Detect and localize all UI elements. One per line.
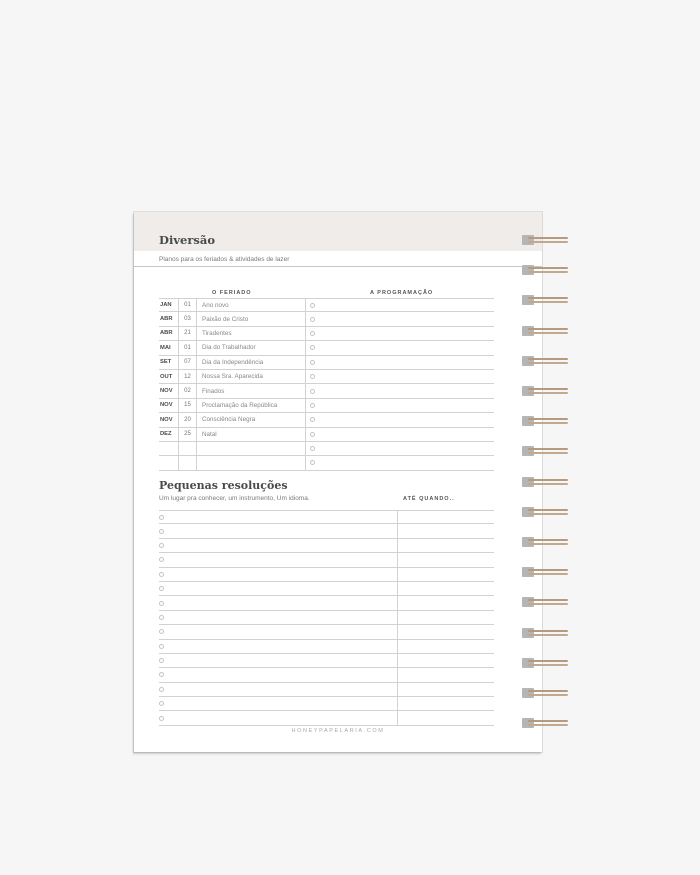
coil-wire xyxy=(528,392,568,394)
coil-wire xyxy=(528,630,568,632)
resolution-row xyxy=(159,640,494,654)
resolution-cell[interactable] xyxy=(159,582,398,595)
checkbox-circle-icon[interactable] xyxy=(310,446,315,451)
holiday-name xyxy=(197,456,306,469)
resolutions-title: Pequenas resoluções xyxy=(159,479,288,492)
checkbox-circle-icon[interactable] xyxy=(310,360,315,365)
planner-page xyxy=(134,212,542,752)
coil-wire xyxy=(528,267,568,269)
holiday-month: NOV xyxy=(160,388,173,395)
coil-wire xyxy=(528,271,568,273)
holiday-row xyxy=(159,312,494,326)
holiday-month: JAN xyxy=(160,302,172,309)
resolution-row xyxy=(159,553,494,567)
resolution-cell[interactable] xyxy=(159,697,398,710)
coil-wire xyxy=(528,694,568,696)
until-when-column-header: ATÉ QUANDO.. xyxy=(403,496,455,502)
resolution-cell[interactable] xyxy=(159,553,398,566)
until-when-cell[interactable] xyxy=(398,582,494,595)
holiday-day: 02 xyxy=(178,384,197,397)
resolution-cell[interactable] xyxy=(159,683,398,696)
checkbox-circle-icon[interactable] xyxy=(310,403,315,408)
until-when-cell[interactable] xyxy=(398,654,494,667)
checkbox-circle-icon[interactable] xyxy=(159,658,164,663)
coil-wire xyxy=(528,452,568,454)
coil-wire xyxy=(528,301,568,303)
resolution-row xyxy=(159,697,494,711)
coil-wire xyxy=(528,479,568,481)
holiday-row xyxy=(159,370,494,384)
checkbox-circle-icon[interactable] xyxy=(159,687,164,692)
checkbox-circle-icon[interactable] xyxy=(310,345,315,350)
spiral-coil xyxy=(522,566,570,578)
holiday-day: 01 xyxy=(178,341,197,354)
holiday-name xyxy=(197,442,306,455)
resolution-cell[interactable] xyxy=(159,568,398,581)
coil-wire xyxy=(528,634,568,636)
coil-wire xyxy=(528,358,568,360)
resolution-row xyxy=(159,568,494,582)
resolution-cell[interactable] xyxy=(159,611,398,624)
checkbox-circle-icon[interactable] xyxy=(310,331,315,336)
resolution-cell[interactable] xyxy=(159,596,398,609)
resolutions-subtitle: Um lugar pra conhecer, um instrumento, Um idioma. xyxy=(159,495,310,502)
checkbox-circle-icon[interactable] xyxy=(159,543,164,548)
holiday-row xyxy=(159,327,494,341)
holiday-row xyxy=(159,399,494,413)
holiday-day: 20 xyxy=(178,413,197,426)
holiday-day: 03 xyxy=(178,312,197,325)
holiday-name: Nossa Sra. Aparecida xyxy=(197,370,306,383)
spiral-coil xyxy=(522,385,570,397)
until-when-cell[interactable] xyxy=(398,697,494,710)
resolution-cell[interactable] xyxy=(159,711,398,724)
until-when-cell[interactable] xyxy=(398,596,494,609)
page-title: Diversão xyxy=(159,233,215,247)
holiday-month: NOV xyxy=(160,416,173,423)
resolution-cell[interactable] xyxy=(159,524,398,537)
checkbox-circle-icon[interactable] xyxy=(159,557,164,562)
holiday-name: Dia do Trabalhador xyxy=(197,341,306,354)
holiday-month: OUT xyxy=(160,373,173,380)
resolution-cell[interactable] xyxy=(159,625,398,638)
spiral-coil xyxy=(522,687,570,699)
until-when-cell[interactable] xyxy=(398,568,494,581)
programming-cell[interactable] xyxy=(306,327,494,340)
holiday-month: MAI xyxy=(160,344,171,351)
coil-wire xyxy=(528,664,568,666)
holiday-month: SET xyxy=(160,359,172,366)
checkbox-circle-icon[interactable] xyxy=(159,572,164,577)
checkbox-circle-icon[interactable] xyxy=(310,417,315,422)
spiral-coil xyxy=(522,355,570,367)
checkbox-circle-icon[interactable] xyxy=(159,644,164,649)
holiday-table xyxy=(159,298,494,471)
resolution-row xyxy=(159,683,494,697)
resolution-cell[interactable] xyxy=(159,668,398,681)
holiday-day: 21 xyxy=(178,327,197,340)
spiral-coil xyxy=(522,294,570,306)
resolution-row xyxy=(159,524,494,538)
checkbox-circle-icon[interactable] xyxy=(310,317,315,322)
until-when-cell[interactable] xyxy=(398,683,494,696)
programming-cell[interactable] xyxy=(306,312,494,325)
checkbox-circle-icon[interactable] xyxy=(159,716,164,721)
checkbox-circle-icon[interactable] xyxy=(310,432,315,437)
programming-cell[interactable] xyxy=(306,384,494,397)
resolution-row xyxy=(159,510,494,524)
spiral-coil xyxy=(522,627,570,639)
resolution-cell[interactable] xyxy=(159,539,398,552)
programming-cell[interactable] xyxy=(306,456,494,469)
coil-wire xyxy=(528,422,568,424)
coil-wire xyxy=(528,418,568,420)
coil-wire xyxy=(528,388,568,390)
until-when-cell[interactable] xyxy=(398,711,494,724)
coil-wire xyxy=(528,569,568,571)
holiday-column-header: O FERIADO xyxy=(212,290,252,296)
holiday-row xyxy=(159,356,494,370)
holiday-name: Natal xyxy=(197,428,306,441)
resolution-row xyxy=(159,582,494,596)
coil-wire xyxy=(528,297,568,299)
holiday-day: 25 xyxy=(178,428,197,441)
holiday-row xyxy=(159,413,494,427)
until-when-cell[interactable] xyxy=(398,553,494,566)
spiral-coil xyxy=(522,445,570,457)
holiday-day: 15 xyxy=(178,399,197,412)
coil-wire xyxy=(528,332,568,334)
checkbox-circle-icon[interactable] xyxy=(159,515,164,520)
holiday-day xyxy=(178,456,197,469)
spiral-coil xyxy=(522,415,570,427)
coil-wire xyxy=(528,509,568,511)
holiday-month: NOV xyxy=(160,402,173,409)
header-divider xyxy=(134,266,542,267)
checkbox-circle-icon[interactable] xyxy=(159,672,164,677)
holiday-day xyxy=(178,442,197,455)
spiral-coil xyxy=(522,506,570,518)
spiral-coil xyxy=(522,717,570,729)
holiday-month xyxy=(159,456,178,469)
holiday-name: Consciência Negra xyxy=(197,413,306,426)
coil-wire xyxy=(528,724,568,726)
programming-cell[interactable] xyxy=(306,341,494,354)
checkbox-circle-icon[interactable] xyxy=(159,629,164,634)
resolution-row xyxy=(159,668,494,682)
holiday-name: Proclamação da República xyxy=(197,399,306,412)
coil-wire xyxy=(528,690,568,692)
resolution-cell[interactable] xyxy=(159,654,398,667)
coil-wire xyxy=(528,241,568,243)
checkbox-circle-icon[interactable] xyxy=(310,389,315,394)
programming-cell[interactable] xyxy=(306,442,494,455)
holiday-row xyxy=(159,384,494,398)
programming-cell[interactable] xyxy=(306,356,494,369)
holiday-name: Paixão de Cristo xyxy=(197,312,306,325)
holiday-month: ABR xyxy=(160,330,173,337)
checkbox-circle-icon[interactable] xyxy=(159,701,164,706)
checkbox-circle-icon[interactable] xyxy=(310,303,315,308)
holiday-day: 01 xyxy=(178,299,197,311)
spiral-coil xyxy=(522,476,570,488)
holiday-day: 12 xyxy=(178,370,197,383)
resolution-cell[interactable] xyxy=(159,511,398,523)
resolutions-table xyxy=(159,510,494,726)
coil-wire xyxy=(528,660,568,662)
coil-wire xyxy=(528,237,568,239)
spiral-coil xyxy=(522,264,570,276)
coil-wire xyxy=(528,539,568,541)
until-when-cell[interactable] xyxy=(398,511,494,523)
spiral-coil xyxy=(522,234,570,246)
holiday-row xyxy=(159,456,494,470)
coil-wire xyxy=(528,543,568,545)
checkbox-circle-icon[interactable] xyxy=(159,529,164,534)
coil-wire xyxy=(528,448,568,450)
programming-column-header: A PROGRAMAÇÃO xyxy=(370,290,434,296)
checkbox-circle-icon[interactable] xyxy=(310,374,315,379)
spiral-coil xyxy=(522,536,570,548)
coil-wire xyxy=(528,720,568,722)
coil-wire xyxy=(528,483,568,485)
resolution-row xyxy=(159,654,494,668)
page-subtitle: Planos para os feriados & atividades de lazer xyxy=(159,256,290,263)
spiral-coil xyxy=(522,325,570,337)
until-when-cell[interactable] xyxy=(398,524,494,537)
programming-cell[interactable] xyxy=(306,370,494,383)
checkbox-circle-icon[interactable] xyxy=(159,586,164,591)
until-when-cell[interactable] xyxy=(398,640,494,653)
resolution-row xyxy=(159,611,494,625)
holiday-name: Dia da Independência xyxy=(197,356,306,369)
checkbox-circle-icon[interactable] xyxy=(159,615,164,620)
holiday-row xyxy=(159,341,494,355)
checkbox-circle-icon[interactable] xyxy=(310,460,315,465)
coil-wire xyxy=(528,513,568,515)
programming-cell[interactable] xyxy=(306,399,494,412)
holiday-month xyxy=(159,442,178,455)
coil-wire xyxy=(528,573,568,575)
holiday-row xyxy=(159,298,494,312)
programming-cell[interactable] xyxy=(306,299,494,311)
resolution-row xyxy=(159,625,494,639)
holiday-row xyxy=(159,428,494,442)
resolution-row xyxy=(159,596,494,610)
coil-wire xyxy=(528,328,568,330)
holiday-month: ABR xyxy=(160,316,173,323)
until-when-cell[interactable] xyxy=(398,539,494,552)
resolution-cell[interactable] xyxy=(159,640,398,653)
until-when-cell[interactable] xyxy=(398,625,494,638)
coil-wire xyxy=(528,603,568,605)
holiday-month: DEZ xyxy=(160,431,172,438)
spiral-coil xyxy=(522,657,570,669)
until-when-cell[interactable] xyxy=(398,611,494,624)
resolution-row xyxy=(159,539,494,553)
programming-cell[interactable] xyxy=(306,413,494,426)
until-when-cell[interactable] xyxy=(398,668,494,681)
coil-wire xyxy=(528,362,568,364)
holiday-name: Ano novo xyxy=(197,299,306,311)
holiday-row xyxy=(159,442,494,456)
holiday-name: Finados xyxy=(197,384,306,397)
holiday-day: 07 xyxy=(178,356,197,369)
coil-wire xyxy=(528,599,568,601)
checkbox-circle-icon[interactable] xyxy=(159,601,164,606)
spiral-coil xyxy=(522,596,570,608)
resolution-row xyxy=(159,711,494,725)
holiday-name: Tiradentes xyxy=(197,327,306,340)
programming-cell[interactable] xyxy=(306,428,494,441)
footer-website: HONEYPAPELARIA.COM xyxy=(291,728,385,734)
